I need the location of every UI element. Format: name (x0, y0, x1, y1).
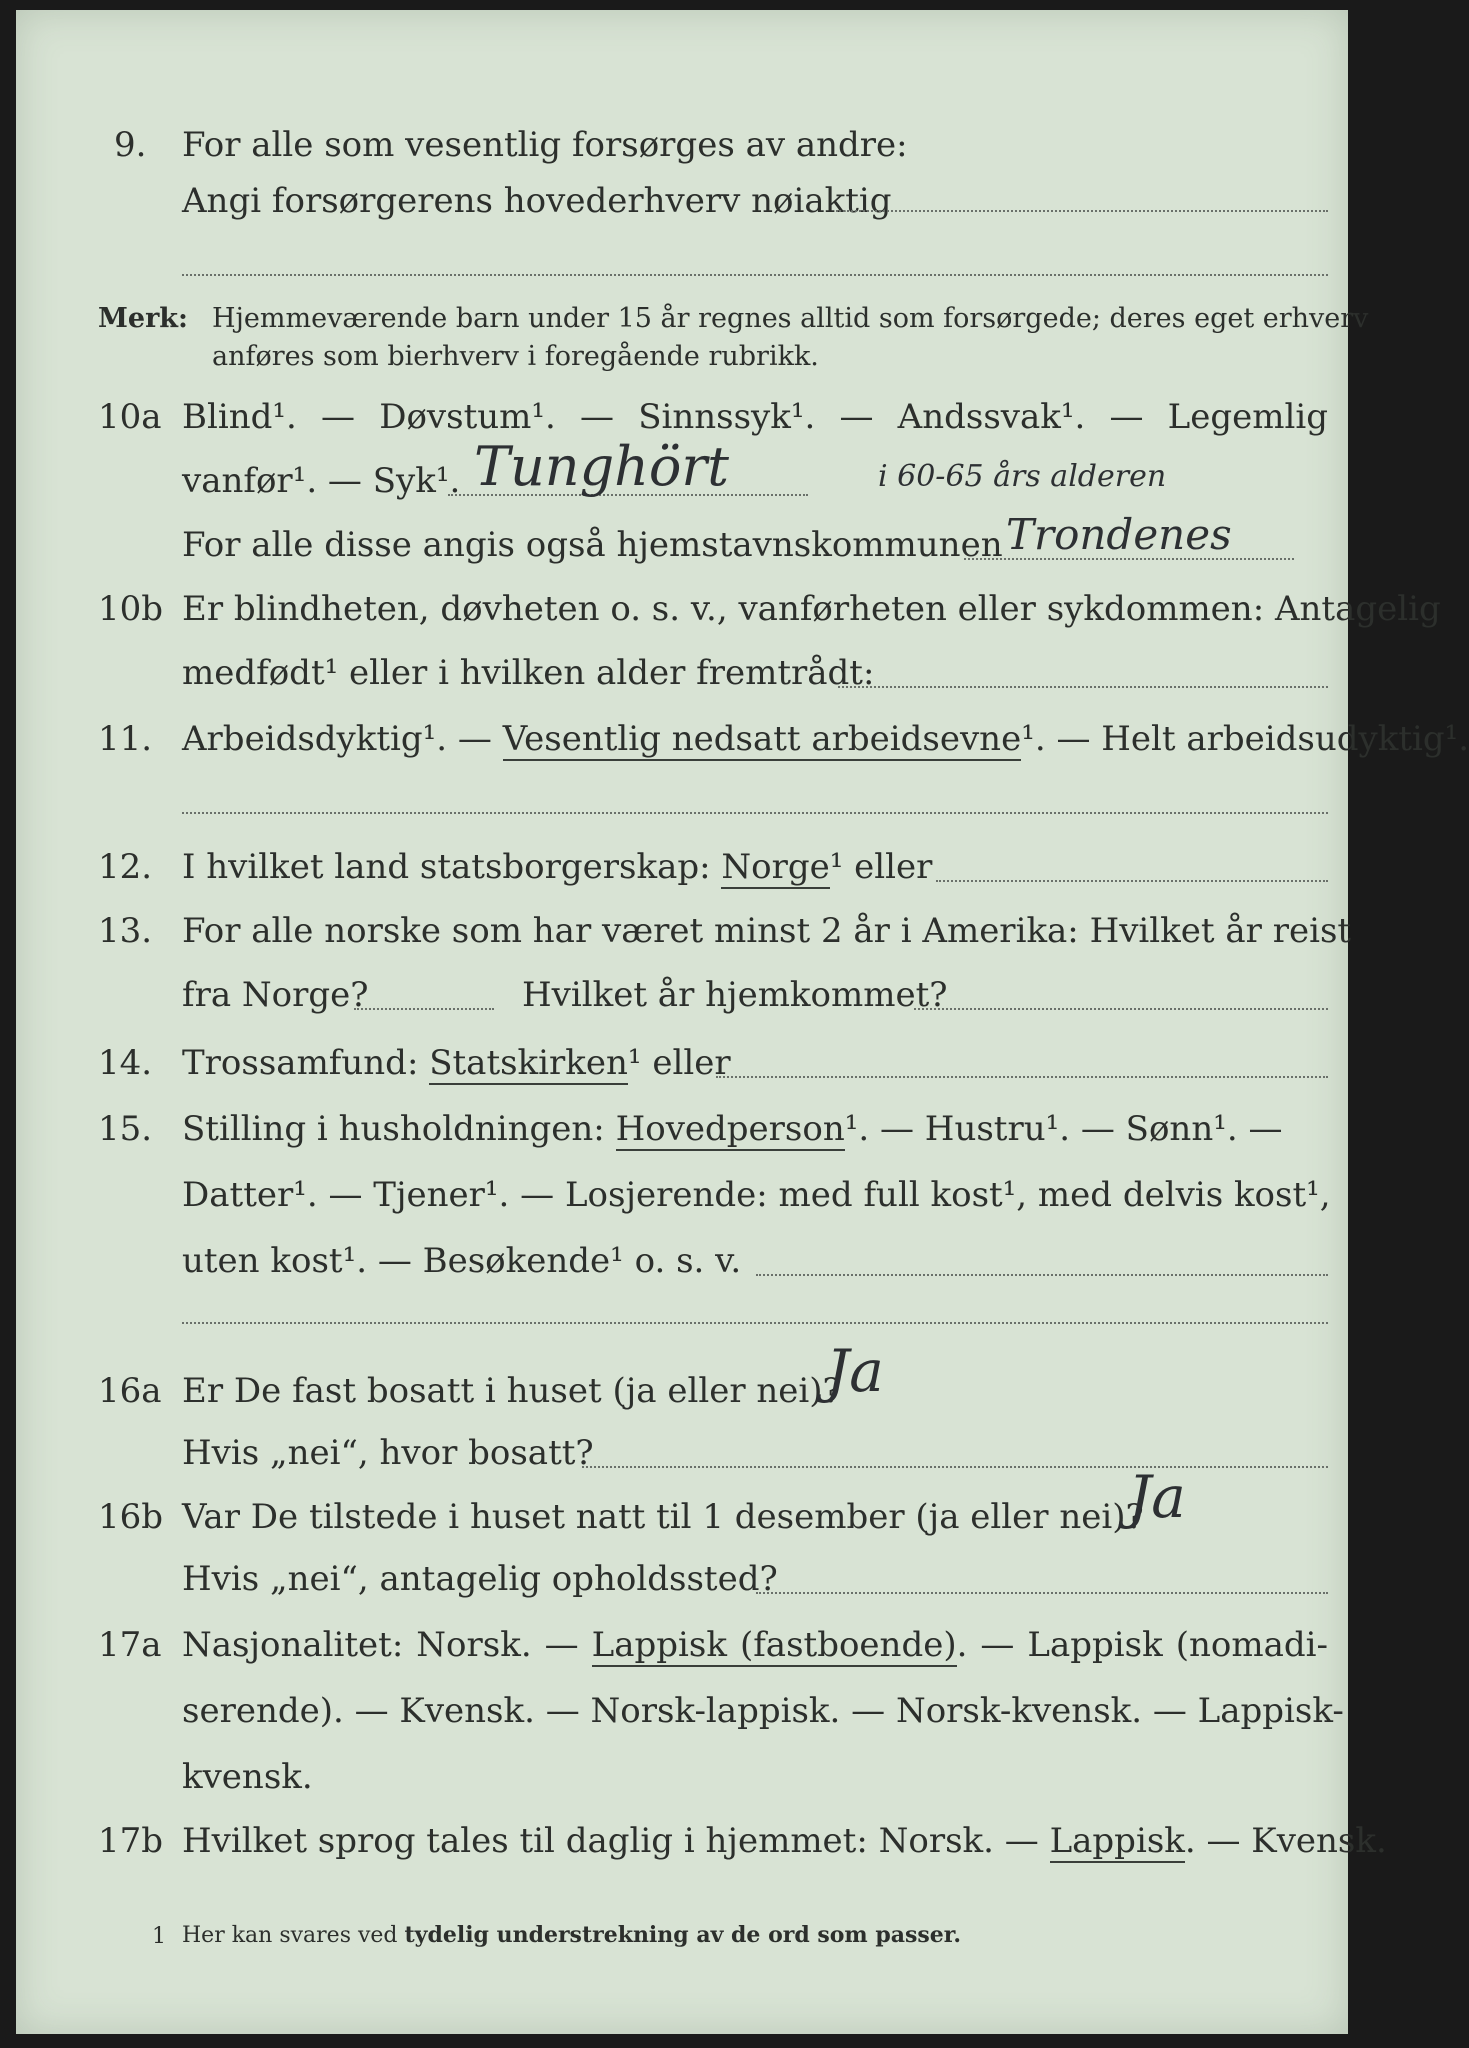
question-text: For alle norske som har været minst 2 år i Amerika: Hvilket år reist (182, 911, 1352, 951)
footnote-marker: 1 (152, 1924, 166, 1949)
question-text: vanfør¹. — Syk¹. (182, 461, 461, 501)
question-number: 12. (98, 847, 153, 887)
handwritten-answer: Trondenes (1006, 510, 1232, 559)
question-text: I hvilket land statsborgerskap: Norge¹ eller (182, 847, 933, 887)
underlined-answer: Lappisk (fastboende) (591, 1625, 957, 1665)
question-text: Hvis „nei“, hvor bosatt? (182, 1433, 594, 1473)
question-number: 10a (98, 397, 162, 437)
question-text: Hvis „nei“, antagelig opholdssted? (182, 1559, 778, 1599)
census-form-page (16, 10, 1469, 2034)
question-text: uten kost¹. — Besøkende¹ o. s. v. (182, 1241, 742, 1281)
underlined-answer: Vesentlig nedsatt arbeidsevne (502, 719, 1022, 759)
question-text: For alle disse angis også hjemstavnskommunen (182, 525, 1003, 565)
question-text: Var De tilstede i huset natt til 1 desember (ja eller nei)? (182, 1497, 1144, 1537)
handwritten-answer: Ja (826, 1337, 884, 1405)
question-text: serende). — Kvensk. — Norsk-lappisk. — Norsk-kvensk. — Lappisk- (182, 1691, 1344, 1731)
question-text: kvensk. (182, 1757, 313, 1797)
question-text: fra Norge? (182, 975, 369, 1015)
question-number: 13. (98, 911, 153, 951)
underlined-answer: Lappisk (1049, 1821, 1185, 1861)
question-number: 14. (98, 1043, 153, 1083)
question-text: medfødt¹ eller i hvilken alder fremtrådt: (182, 653, 875, 693)
question-text: Trossamfund: Statskirken¹ eller (182, 1043, 731, 1083)
question-number: 17a (98, 1625, 162, 1665)
question-text: Angi forsørgerens hovederhverv nøiaktig (182, 181, 892, 221)
answer-field[interactable] (182, 272, 1328, 276)
question-number: 16a (98, 1371, 162, 1411)
question-text: Stilling i husholdningen: Hovedperson¹. — Hustru¹. — Sønn¹. — (182, 1109, 1283, 1149)
answer-field[interactable] (914, 1006, 1328, 1010)
question-text: Nasjonalitet: Norsk. — Lappisk (fastboende). — Lappisk (nomadi- (182, 1625, 1329, 1665)
question-text: Hvilket år hjemkommet? (522, 975, 948, 1015)
question-number: 9. (114, 125, 147, 165)
question-text: Hvilket sprog tales til daglig i hjemmet: Norsk. — Lappisk. — Kvensk. (182, 1821, 1387, 1861)
note-label: Merk: (98, 303, 188, 334)
answer-field[interactable] (182, 1320, 1328, 1324)
footnote: Her kan svares ved tydelig understrekning av de ord som passer. (182, 1922, 962, 1948)
question-number: 15. (98, 1109, 153, 1149)
answer-field[interactable] (936, 878, 1328, 882)
answer-field[interactable] (354, 1006, 494, 1010)
question-number: 10b (98, 589, 164, 629)
question-text: Blind¹. — Døvstum¹. — Sinnssyk¹. — Andssvak¹. — Legemlig (182, 397, 1328, 437)
question-text: Arbeidsdyktig¹. — Vesentlig nedsatt arbeidsevne¹. — Helt arbeidsudyktig¹. (182, 719, 1469, 759)
underlined-answer: Statskirken (429, 1043, 628, 1083)
question-number: 16b (98, 1497, 164, 1537)
question-number: 17b (98, 1821, 164, 1861)
answer-field[interactable] (838, 684, 1328, 688)
question-number: 11. (98, 719, 153, 759)
underlined-answer: Norge (721, 847, 830, 887)
handwritten-answer: Ja (1128, 1463, 1186, 1531)
answer-field[interactable] (716, 1074, 1328, 1078)
note-text: anføres som bierhverv i foregående rubrikk. (212, 341, 819, 372)
answer-field[interactable] (756, 1272, 1328, 1276)
underlined-answer: Hovedperson (615, 1109, 845, 1149)
answer-field[interactable] (836, 208, 1328, 212)
note-text: Hjemmeværende barn under 15 år regnes alltid som forsørgede; deres eget erhverv (212, 303, 1369, 334)
answer-field[interactable] (582, 1464, 1328, 1468)
question-text: Er blindheten, døvheten o. s. v., vanførheten eller sykdommen: Antagelig (182, 589, 1441, 629)
answer-field[interactable] (756, 1590, 1328, 1594)
answer-field[interactable] (182, 810, 1328, 814)
handwritten-answer: i 60-65 års alderen (878, 459, 1167, 494)
question-text: Datter¹. — Tjener¹. — Losjerende: med full kost¹, med delvis kost¹, (182, 1175, 1331, 1215)
handwritten-answer: Tunghört (474, 435, 729, 498)
question-text: For alle som vesentlig forsørges av andre: (182, 125, 908, 165)
question-text: Er De fast bosatt i huset (ja eller nei)? (182, 1371, 841, 1411)
